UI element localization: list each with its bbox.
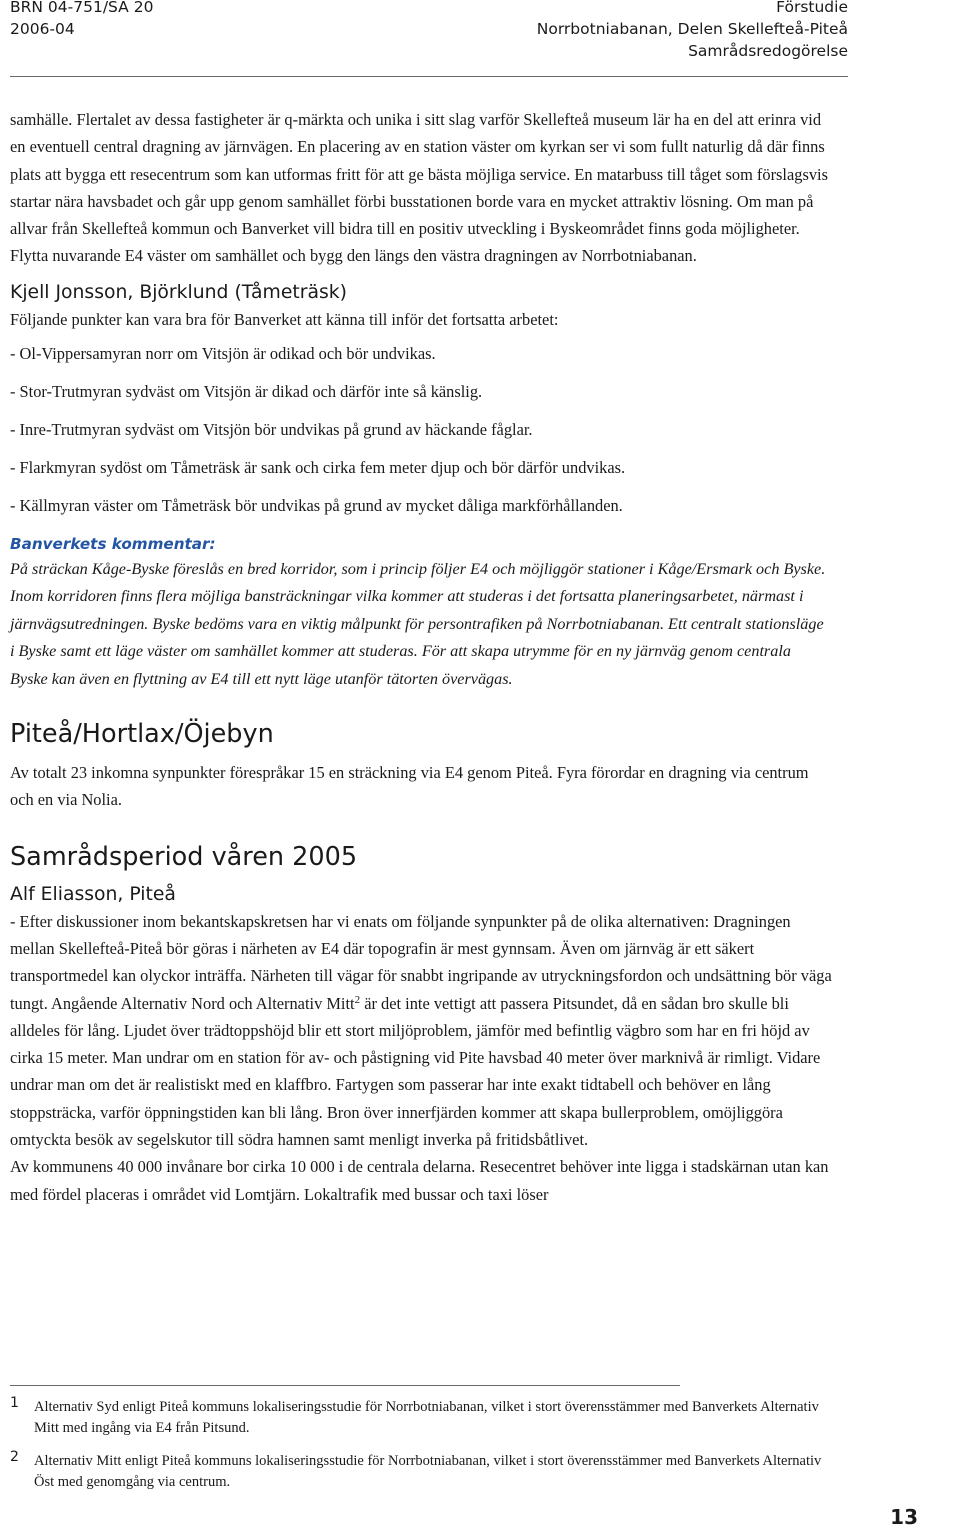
intro-paragraph: samhälle. Flertalet av dessa fastigheter är q-märkta och unika i sitt slag varför Skellefteå museum lär ha en del att erinra vid en eventuell central dragning av järnvägen. En placering av en station väster om kyrkan ser vi som fullt naturlig då där finns plats att bygga ett resecentrum som kan utformas fritt för att ge bästa möjliga service. En matarbuss till tåget som förslagsvis startar nära havsbadet och går upp genom samhället förbi busstationen borde vara en mycket attraktiv lösning. Om man på allvar från Skellefteå kommun och Banverket vill bidra till en positiv utveckling i Byskeområdet finns goda möjligheter. Flytta nuvarande E4 väster om samhället och bygg den längs den västra dragningen av Norrbotniabanan. <box>10 110 828 266</box>
footnote-text: Alternativ Mitt enligt Piteå kommuns lokaliseringsstudie för Norrbotniabanan, vilket i stort överensstämmer med Banverkets Alternativ Öst med genomgång via centrum. <box>34 1453 822 1490</box>
alf-text <box>10 908 832 1154</box>
comment-text: På sträckan Kåge-Byske föreslås en bred korridor, som i princip följer E4 och möjliggör stationer i Kåge/Ersmark och Byske. Inom korridoren finns flera möjliga bansträckningar vilka kommer att studeras i det fortsatta planeringsarbetet, närmast i järnvägsutredningen. Byske bedöms vara en viktig målpunkt för persontrafiken på Norrbotniabanan. Ett centralt stationsläge i Byske samt ett läge väster om samhället kommer att studeras. För att skapa utrymme för en ny järnväg genom centrala Byske kan även en flyttning av E4 till ett nytt läge utanför tätorten övervägas. <box>10 560 826 688</box>
footnote-number: 2 <box>10 1449 19 1465</box>
footnote-text: Alternativ Syd enligt Piteå kommuns lokaliseringsstudie för Norrbotniabanan, vilket i stort överensstämmer med Banverkets Alternativ Mitt med ingång via E4 från Pitsund. <box>34 1399 819 1436</box>
list-item: - Källmyran väster om Tåmeträsk bör undvikas på grund av mycket dåliga markförhållanden. <box>10 496 623 516</box>
list-item: - Inre-Trutmyran sydväst om Vitsjön bör undvikas på grund av häckande fåglar. <box>10 420 533 440</box>
header-right <box>537 0 848 62</box>
footnote-ref-2[interactable]: 2 <box>354 993 361 1006</box>
alf-text-part2: är det inte vettigt att passera Pitsundet, då en sådan bro skulle bli alldeles för lång. Ljudet över trädtoppshöjd blir ett stort miljöproblem, jämför med befintlig vägbro som har en fri höjd av cirka 15 meter. Man undrar om en station för av- och påstigning vid Pite havsbad 40 meter över marknivå är rimligt. Vidare undrar man om det är realistiskt med en klaffbro. Fartygen som passerar har inte exakt tidtabell och behöver en lång stoppsträcka, varför öppningstiden kan bli lång. Bron över innerfjärden kommer att skapa bullerproblem, omöjliggöra omtyckta besök av segelskutor till södra hamnen samt menligt inverka på fritidsbåtlivet. <box>10 993 821 1150</box>
alf-text-continued: Av kommunens 40 000 invånare bor cirka 10 000 i de centrala delarna. Resecentret behöver inte ligga i stadskärnan utan kan med fördel placeras i området vid Lomtjärn. Lokaltrafik med bussar och taxi löser <box>10 1157 829 1204</box>
header-divider <box>10 76 848 77</box>
kjell-heading: Kjell Jonsson, Björklund (Tåmeträsk) <box>10 281 347 303</box>
kjell-bullet-list <box>10 344 832 516</box>
comment-heading: Banverkets kommentar: <box>10 535 216 554</box>
doc-date: 2006-04 <box>10 20 75 38</box>
list-item: - Flarkmyran sydöst om Tåmeträsk är sank och cirka fem meter djup och bör därför undvikas. <box>10 458 626 478</box>
project-name: Norrbotniabanan, Delen Skellefteå-Piteå <box>536 20 848 38</box>
pitea-text: Av totalt 23 inkomna synpunkter förespråkar 15 en sträckning via E4 genom Piteå. Fyra förordar en dragning via centrum och en via Nolia. <box>10 763 809 810</box>
main-content <box>10 106 832 1208</box>
footnote-1 <box>10 1397 830 1439</box>
alf-text-part1: - Efter diskussioner inom bekantskapskretsen har vi enats om följande synpunkter på de olika alternativen: Dragningen mellan Skellefteå-Piteå bör göras i närheten av E4 där topografin är mest gynnsam. Även om järnväg är ett säkert transportmedel kan olyckor inträffa. Närheten till vägar för snabbt ingripande av utryckningsfordon och undsättning bör väga tungt. Angående Alternativ Nord och Alternativ Mitt <box>10 911 832 1013</box>
doc-type: Förstudie <box>776 0 848 16</box>
page-number: 13 <box>890 1505 918 1529</box>
header-left <box>10 0 153 40</box>
footnote-2 <box>10 1451 830 1493</box>
footnote-divider <box>10 1385 680 1386</box>
doc-id: BRN 04-751/SA 20 <box>10 0 154 16</box>
kjell-lead: Följande punkter kan vara bra för Banverket att känna till inför det fortsatta arbetet: <box>10 309 559 329</box>
doc-subtitle: Samrådsredogörelse <box>688 42 848 60</box>
footnote-number: 1 <box>10 1395 19 1411</box>
pitea-heading: Piteå/Hortlax/Öjebyn <box>10 719 274 750</box>
list-item: - Stor-Trutmyran sydväst om Vitsjön är dikad och därför inte så känslig. <box>10 382 483 402</box>
samrad-heading: Samrådsperiod våren 2005 <box>10 841 358 872</box>
list-item: - Ol-Vippersamyran norr om Vitsjön är odikad och bör undvikas. <box>10 344 436 364</box>
alf-heading: Alf Eliasson, Piteå <box>10 883 176 905</box>
